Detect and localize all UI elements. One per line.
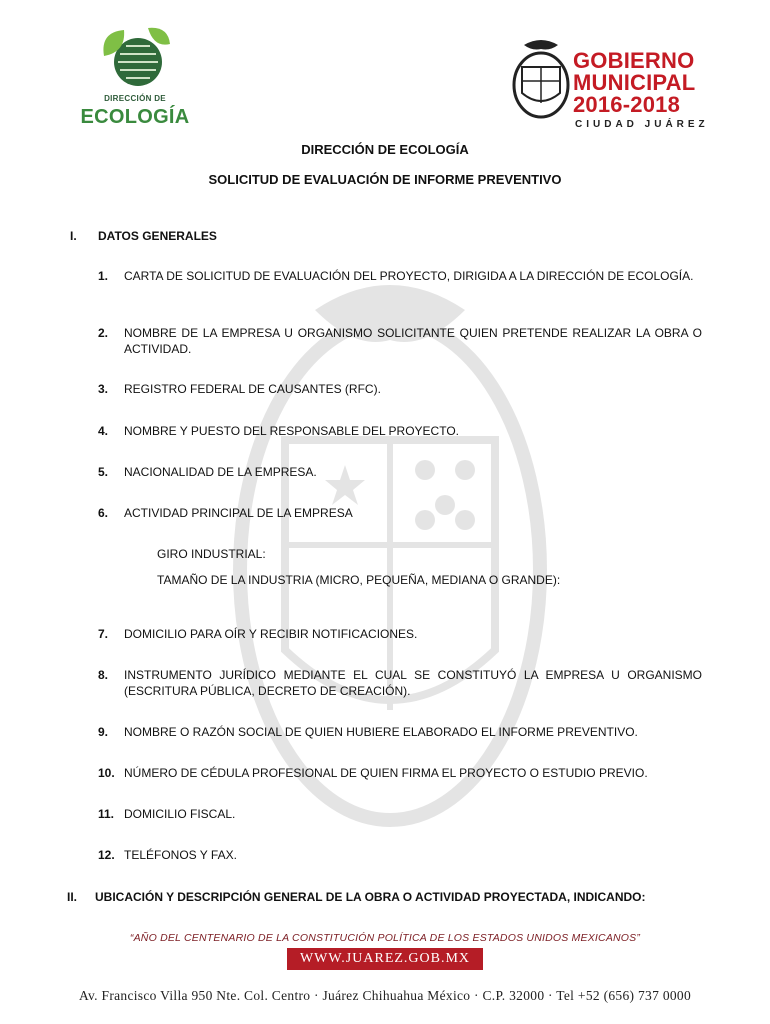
item-text: NOMBRE Y PUESTO DEL RESPONSABLE DEL PROYECTO.	[124, 424, 459, 438]
item-text: INSTRUMENTO JURÍDICO MEDIANTE EL CUAL SE CONSTITUYÓ LA EMPRESA U ORGANISMO (ESCRITURA PÚBLICA, DECRETO DE CREACIÓN).	[124, 668, 702, 698]
item-number: 6.	[98, 506, 109, 520]
ecology-logo-line2: ECOLOGÍA	[80, 106, 190, 128]
list-item	[98, 724, 702, 740]
section-title: DATOS GENERALES	[98, 229, 217, 243]
list-item	[98, 325, 702, 357]
government-logo-line2: MUNICIPAL	[573, 70, 696, 95]
section-heading-1	[70, 229, 670, 245]
list-item	[98, 464, 702, 480]
item-number: 8.	[98, 668, 109, 682]
list-item	[98, 268, 702, 284]
list-item	[98, 505, 702, 521]
item-number: 9.	[98, 725, 109, 739]
item-number: 2.	[98, 326, 109, 340]
section-heading-2	[67, 890, 717, 906]
section-title: UBICACIÓN Y DESCRIPCIÓN GENERAL DE LA OBRA O ACTIVIDAD PROYECTADA, INDICANDO:	[95, 890, 646, 904]
item-number: 11.	[98, 807, 115, 821]
list-item	[98, 667, 702, 699]
list-item	[98, 847, 702, 863]
list-item	[98, 765, 702, 781]
section-number: II.	[67, 890, 78, 904]
item-text: NACIONALIDAD DE LA EMPRESA.	[124, 465, 317, 479]
item-text: TELÉFONOS Y FAX.	[124, 848, 237, 862]
government-logo-city: CIUDAD JUÁREZ	[575, 119, 709, 130]
item-number: 10.	[98, 766, 115, 780]
item-text: DOMICILIO PARA OÍR Y RECIBIR NOTIFICACIONES.	[124, 627, 418, 641]
item-number: 7.	[98, 627, 109, 641]
leaf-globe-icon	[90, 22, 174, 92]
list-item	[98, 423, 702, 439]
ecology-logo-line1: DIRECCIÓN DE	[104, 94, 166, 103]
list-item	[98, 381, 702, 397]
sub-item-giro: GIRO INDUSTRIAL:	[157, 547, 266, 561]
document-title: DIRECCIÓN DE ECOLOGÍA	[301, 142, 469, 157]
list-item	[98, 626, 702, 642]
item-number: 12.	[98, 848, 115, 862]
sub-item-tamano: TAMAÑO DE LA INDUSTRIA (MICRO, PEQUEÑA, MEDIANA O GRANDE):	[157, 573, 561, 587]
municipal-seal-icon	[510, 35, 572, 119]
item-text: CARTA DE SOLICITUD DE EVALUACIÓN DEL PROYECTO, DIRIGIDA A LA DIRECCIÓN DE ECOLOGÍA.	[124, 269, 694, 283]
item-number: 3.	[98, 382, 109, 396]
document-subtitle: SOLICITUD DE EVALUACIÓN DE INFORME PREVENTIVO	[208, 172, 562, 187]
municipal-government-logo	[505, 35, 710, 130]
item-number: 4.	[98, 424, 109, 438]
footer-address: Av. Francisco Villa 950 Nte. Col. Centro · Juárez Chihuahua México · C.P. 32000 · Tel +52 (656) 737 0000	[78, 988, 692, 1003]
item-text: NOMBRE DE LA EMPRESA U ORGANISMO SOLICITANTE QUIEN PRETENDE REALIZAR LA OBRA O ACTIVIDAD.	[124, 326, 702, 356]
item-number: 5.	[98, 465, 109, 479]
ecology-logo	[80, 22, 190, 132]
item-text: REGISTRO FEDERAL DE CAUSANTES (RFC).	[124, 382, 381, 396]
item-text: ACTIVIDAD PRINCIPAL DE LA EMPRESA	[124, 506, 353, 520]
item-text: NOMBRE O RAZÓN SOCIAL DE QUIEN HUBIERE ELABORADO EL INFORME PREVENTIVO.	[124, 725, 638, 739]
list-item	[98, 806, 702, 822]
government-logo-line1: GOBIERNO	[573, 48, 695, 73]
section-number: I.	[70, 229, 77, 243]
footer-motto: “AÑO DEL CENTENARIO DE LA CONSTITUCIÓN POLÍTICA DE LOS ESTADOS UNIDOS MEXICANOS”	[129, 932, 641, 944]
government-logo-line3: 2016-2018	[573, 92, 681, 117]
footer-website-link[interactable]: WWW.JUAREZ.GOB.MX	[287, 948, 483, 970]
item-text: NÚMERO DE CÉDULA PROFESIONAL DE QUIEN FIRMA EL PROYECTO O ESTUDIO PREVIO.	[124, 766, 648, 780]
item-number: 1.	[98, 269, 109, 283]
item-text: DOMICILIO FISCAL.	[124, 807, 236, 821]
